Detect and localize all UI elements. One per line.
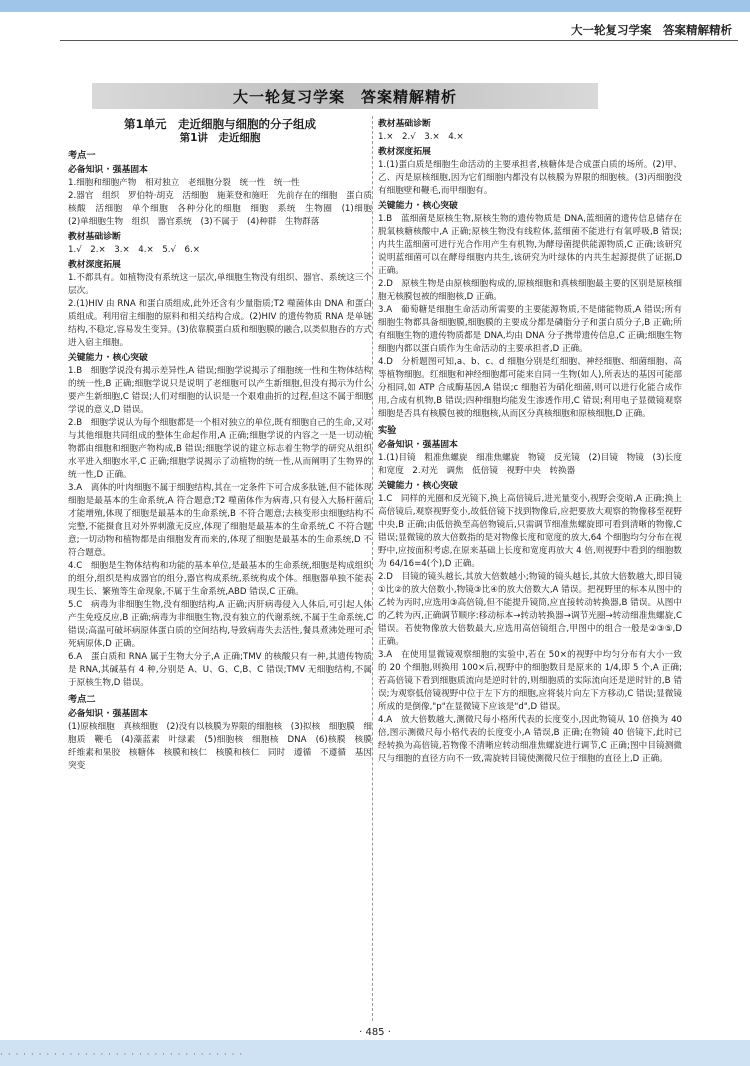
header-rule (60, 40, 738, 41)
answer-paragraph: 4.A 放大倍数越大,测微尺每小格所代表的长度变小,因此物镜从 10 倍换为 40 倍,图示测微尺每小格代表的长度变小,A 错误,B 正确;在物镜 40 倍镜下,此时已经转换为高倍镜,若物像不清晰应转动细准焦螺旋进行调节,C 正确;图中目镜测微尺与细胞的直径方向不一致,需旋转目镜使测微尺位于细胞的直径上,D 正确。 (378, 715, 682, 764)
subsection-heading: 关键能力 · 核心突破 (68, 353, 148, 363)
answer-paragraph: 1.(1)蛋白质是细胞生命活动的主要承担者,核糖体是合成蛋白质的场所。(2)甲、乙、丙是原核细胞,因为它们细胞内都没有以核膜为界限的细胞核。(3)丙细胞没有细胞壁和鞭毛,而甲细胞有。 (378, 160, 682, 196)
subsection-heading: 教材基础诊断 (378, 119, 431, 129)
answer-paragraph: 3.A 在使用显微镜观察细胞的实验中,若在 50×的视野中均匀分布有大小一致的 20 个细胞,则换用 100×后,视野中的细胞数目是原来的 1/4,即 5 个,A 正确;若高倍镜下看到细胞质流向是逆时针的,则细胞质的实际流向还是逆时针的,B 错误;为观察低倍镜视野中位于左下方的细胞,应将装片向左下方移动,C 错误;显微镜所成的是倒像,"p"在显微镜下应该是"d",D 错误。 (378, 650, 682, 712)
unit-title: 第1单元 走近细胞与细胞的分子组成 (124, 117, 316, 131)
lesson-title: 第1讲 走近细胞 (179, 132, 261, 144)
answer-paragraph: 2.D 目镜的镜头越长,其放大倍数越小;物镜的镜头越长,其放大倍数越大,即目镜①比②的放大倍数小,物镜③比④的放大倍数大,A 错误。把视野里的标本从图中的乙转为丙时,应选用③高倍镜,但不能提升镜筒,应直接转动转换器,B 错误。从图中的乙转为丙,正确调节顺序:移动标本→转动转换器→调节光圈→转动细准焦螺旋,C 错误。若使物像放大倍数最大,应选用高倍镜组合,甲图中的组合一般是②③⑤,D 正确。 (378, 572, 682, 647)
answer-paragraph: 2.(1)HIV 由 RNA 和蛋白质组成,此外还含有少量脂质;T2 噬菌体由 DNA 和蛋白质组成。利用宿主细胞的原料和相关结构合成。(2)HIV 的遗传物质 RNA 是单链结构,不稳定,容易发生变异。(3)依靠膜蛋白质和细胞膜的融合,以类似胞吞的方式进入宿主细胞。 (68, 299, 372, 348)
subsection-heading: 必备知识 · 强基固本 (378, 440, 458, 450)
running-header: 大一轮复习学案 答案精解精析 (571, 23, 732, 37)
left-column (68, 116, 381, 773)
subsection-heading: 必备知识 · 强基固本 (68, 165, 148, 175)
answer-paragraph: 1.√ 2.× 3.× 4.× 5.√ 6.× (68, 245, 200, 255)
answer-paragraph: 1.B 细胞学说没有揭示差异性,A 错误;细胞学说揭示了细胞统一性和生物体结构的统一性,B 正确;细胞学说只是说明了老细胞可以产生新细胞,但没有揭示为什么要产生新细胞,C 错误;人们对细胞的认识是一个艰难曲折的过程,但这不属于细胞学说的意义,D 错误。 (68, 366, 372, 415)
section-heading: 实验 (378, 425, 397, 436)
subsection-heading: 关键能力 · 核心突破 (378, 481, 458, 491)
subsection-heading: 关键能力 · 核心突破 (378, 201, 458, 211)
subsection-heading: 必备知识 · 强基固本 (68, 709, 148, 719)
answer-paragraph: 1.细胞和细胞产物 相对独立 老细胞分裂 统一性 统一性 (68, 178, 300, 188)
subsection-heading: 教材基础诊断 (68, 232, 121, 242)
page-number: · 485 · (359, 1027, 391, 1038)
answer-paragraph: 5.C 病毒为非细胞生物,没有细胞结构,A 正确;丙肝病毒侵入人体后,可引起人体产生免疫反应,B 正确;病毒为非细胞生物,没有独立的代谢系统,不属于生命系统,C 错误;高温可破坏病原体蛋白质的空间结构,导致病毒失去活性,餐具煮沸处理可杀死病原体,D 正确。 (68, 600, 372, 649)
dotted-cut-line: · · · · · · · · · · · · · · · · · · · · · · · · · · · · · · · · (0, 1050, 244, 1060)
answer-paragraph: 3.A 葡萄糖是细胞生命活动所需要的主要能源物质,不是储能物质,A 错误;所有细胞生物都具备细胞膜,细胞膜的主要成分都是磷脂分子和蛋白质分子,B 正确;所有细胞生物的遗传物质都是 DNA,均由 DNA 分子携带遗传信息,C 正确;细胞生物细胞内都以蛋白质作为生命活动的主要承担者,D 正确。 (378, 305, 682, 354)
answer-paragraph: 4.D 分析题图可知,a、b、c、d 细胞分别是红细胞、神经细胞、细菌细胞、高等植物细胞。红细胞和神经细胞都可能来自同一生物(如人),所表达的基因可能部分相同,如 ATP 合成酶基因,A 错误;c 细胞若为硝化细菌,则可以进行化能合成作用,合成有机物,B 错误;四种细胞均能发生渗透作用,C 错误;利用电子显微镜观察细胞是否具有核膜包被的细胞核,从而区分真核细胞和原核细胞,D 正确。 (378, 357, 682, 419)
right-column (378, 116, 682, 766)
answer-paragraph: 1.B 蓝细菌是原核生物,原核生物的遗传物质是 DNA,蓝细菌的遗传信息储存在脱氧核糖核酸中,A 正确;原核生物没有线粒体,蓝细菌不能进行有氧呼吸,B 错误;内共生蓝细菌可进行光合作用产生有机物,为酵母菌提供能源物质,C 正确;该研究说明蓝细菌可以在酵母细胞内共生,该研究为叶绿体的内共生起源提供了证据,D 正确。 (378, 214, 682, 276)
answer-paragraph: (1)原核细胞 真核细胞 (2)没有以核膜为界限的细胞核 (3)拟核 细胞膜 细胞质 鞭毛 (4)藻蓝素 叶绿素 (5)细胞核 细胞核 DNA (6)核膜 核膜 纤维素和果胶 核糖体 核膜和核仁 核膜和核仁 同时 遵循 不遵循 基因突变 (68, 722, 381, 771)
section-heading: 考点一 (68, 150, 96, 161)
column-divider (372, 116, 373, 1021)
answer-paragraph: 1.× 2.√ 3.× 4.× (378, 132, 464, 142)
top-color-band (0, 0, 750, 12)
answer-paragraph: 1.(1)目镜 粗准焦螺旋 细准焦螺旋 物镜 反光镜 (2)目镜 物镜 (3)长度和宽度 2.对光 调焦 低倍镜 视野中央 转换器 (378, 453, 682, 476)
answer-paragraph: 3.A 离体的叶肉细胞不属于细胞结构,其在一定条件下可合成多肽链,但不能体现细胞是最基本的生命系统,A 符合题意;T2 噬菌体作为病毒,只有侵入大肠杆菌后才能增殖,体现了细胞是最基本的生命系统,B 不符合题意;去核变形虫细胞结构不完整,不能摄食且对外界刺激无反应,体现了细胞是最基本的生命系统,C 不符合题意;一切动物和植物都是由细胞发育而来的,体现了细胞是最基本的生命系统,D 不符合题意。 (68, 483, 372, 558)
title-banner (92, 83, 598, 109)
subsection-heading: 教材深度拓展 (378, 147, 431, 157)
answer-paragraph: 6.A 蛋白质和 RNA 属于生物大分子,A 正确;TMV 的核酸只有一种,其遗传物质是 RNA,其碱基有 4 种,分别是 A、U、G、C,B、C 错误;TMV 无细胞结构,不属于原核生物,D 错误。 (68, 652, 372, 688)
subsection-heading: 教材深度拓展 (68, 260, 121, 270)
answer-paragraph: 1.不都具有。如植物没有系统这一层次,单细胞生物没有组织、器官、系统这三个层次。 (68, 273, 372, 296)
section-heading: 考点二 (68, 694, 96, 705)
answer-paragraph: 4.C 细胞是生物体结构和功能的基本单位,是最基本的生命系统,细胞是构成组织的组分,组织是构成器官的组分,器官构成系统,系统构成个体。细胞器单独不能表现生长、繁殖等生命现象,不属于生命系统,ABD 错误,C 正确。 (68, 561, 372, 597)
answer-paragraph: 1.C 同样的光圈和反光镜下,换上高倍镜后,进光量变小,视野会变暗,A 正确;换上高倍镜后,观察视野变小,故低倍镜下找到物像后,应把要放大观察的物像移至视野中央,B 正确;由低倍换至高倍物镜后,只需调节细准焦螺旋即可看到清晰的物像,C 错误;显微镜的放大倍数指的是对物像长度和宽度的放大,64 个细胞均匀分布在视野中,应按面积考虑,在原来基础上长度和宽度再放大 4 倍,则视野中看到的细胞数为 64/16=4(个),D 正确。 (378, 494, 682, 569)
banner-title: 大一轮复习学案 答案精解精析 (232, 87, 457, 106)
answer-paragraph: 2.器官 组织 罗伯特·胡克 活细胞 施莱登和施旺 先前存在的细胞 蛋白质 核酸 活细胞 单个细胞 各种分化的细胞 细胞 系统 生物圈 (1)细胞 (2)单细胞生物 组织 器官系统 (3)不属于 (4)种群 生物群落 (68, 191, 381, 227)
answer-paragraph: 2.D 原核生物是由原核细胞构成的,原核细胞和真核细胞最主要的区别是原核细胞无核膜包被的细胞核,D 正确。 (378, 279, 682, 302)
answer-paragraph: 2.B 细胞学说认为每个细胞都是一个相对独立的单位,既有细胞自己的生命,又对与其他细胞共同组成的整体生命起作用,A 正确;细胞学说的内容之一是一切动植物都由细胞和细胞产物构成,B 错误;细胞学说的建立标志着生物学的研究从组织水平进入细胞水平,C 正确;细胞学说揭示了动植物的统一性,从而阐明了生物界的统一性,D 正确。 (68, 418, 372, 480)
